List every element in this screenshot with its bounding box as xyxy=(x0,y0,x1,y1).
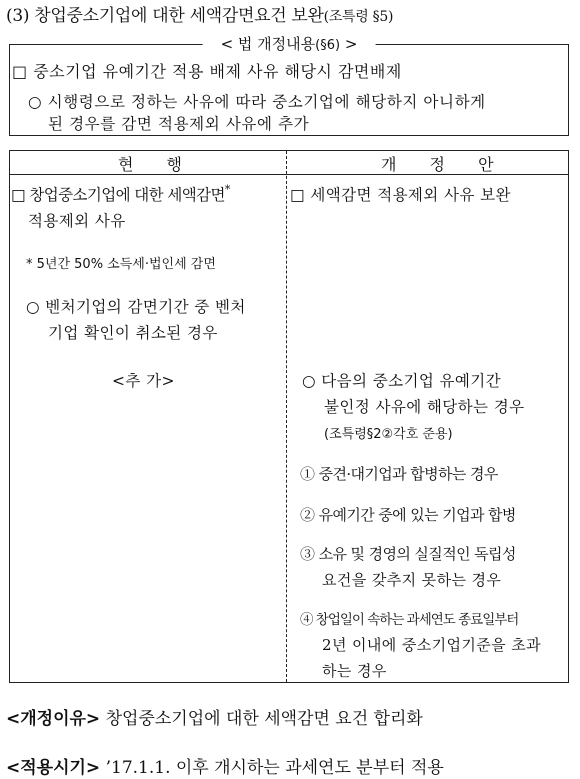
current-addition: <추 가> xyxy=(112,372,175,390)
law-box-title xyxy=(203,33,376,54)
effective-date-label: <적용시기> xyxy=(6,758,101,778)
footnote-mark: * xyxy=(224,183,230,196)
proposed-reason-3-line1: ③ 소유 및 경영의 실질적인 독립성 xyxy=(300,545,516,563)
proposed-reason-2: ② 유예기간 중에 있는 기업과 합병 xyxy=(300,506,516,524)
law-box-title-ref: (§6) xyxy=(315,38,341,53)
law-box-title-end: > xyxy=(340,35,358,53)
proposed-reason-4-line3: 하는 경우 xyxy=(322,662,387,680)
current-item2-line1: ○ 벤처기업의 감면기간 중 벤처 xyxy=(26,298,246,316)
current-item1-line2: 적용제외 사유 xyxy=(28,212,126,230)
current-item1-line1 xyxy=(11,183,230,205)
section-title-ref: (조특령 §5) xyxy=(323,9,394,25)
proposed-reason-1: ① 중견·대기업과 합병하는 경우 xyxy=(300,465,498,483)
amendment-reason xyxy=(6,704,423,729)
current-item1-text: □ 창업중소기업에 대한 세액감면 xyxy=(11,186,225,204)
effective-date xyxy=(6,753,444,778)
amendment-reason-label: <개정이유> xyxy=(6,709,101,729)
effective-date-text: ’17.1.1. 이후 개시하는 과세연도 분부터 적용 xyxy=(105,758,444,778)
proposed-lead-line2: 불인정 사유에 해당하는 경우 xyxy=(324,398,525,416)
law-box-sub-item-line2: 된 경우를 감면 적용제외 사유에 추가 xyxy=(48,115,310,133)
table-column-divider xyxy=(286,151,287,682)
current-item2-line2: 기업 확인이 취소된 경우 xyxy=(48,324,218,342)
header-current: 현 행 xyxy=(118,155,196,174)
law-box-title-text: < 법 개정내용 xyxy=(220,35,316,53)
amendment-reason-text: 창업중소기업에 대한 세액감면 요건 합리화 xyxy=(105,709,423,729)
current-footnote: * 5년간 50% 소득세·법인세 감면 xyxy=(26,257,216,272)
section-title-text: (3) 창업중소기업에 대한 세액감면요건 보완 xyxy=(6,6,324,26)
proposed-reason-3-line2: 요건을 갖추지 못하는 경우 xyxy=(322,571,502,589)
proposed-lead-line1: ○ 다음의 중소기업 유예기간 xyxy=(302,372,502,390)
proposed-reason-4-line2: 2년 이내에 중소기업기준을 초과 xyxy=(322,636,542,654)
proposed-reason-4-line1: ④ 창업일이 속하는 과세연도 종료일부터 xyxy=(300,612,519,628)
law-amendment-box xyxy=(9,35,569,136)
law-box-main-item: □ 중소기업 유예기간 적용 배제 사유 해당시 감면배제 xyxy=(12,62,402,81)
proposed-item1: □ 세액감면 적용제외 사유 보완 xyxy=(290,186,511,204)
header-proposed: 개 정 안 xyxy=(381,155,508,174)
comparison-table xyxy=(9,150,569,683)
section-title xyxy=(6,1,393,26)
law-box-sub-item-line1: ○ 시행령으로 정하는 사유에 따라 중소기업에 해당하지 아니하게 xyxy=(28,93,486,111)
proposed-lead-note: (조특령§2②각호 준용) xyxy=(324,427,453,442)
